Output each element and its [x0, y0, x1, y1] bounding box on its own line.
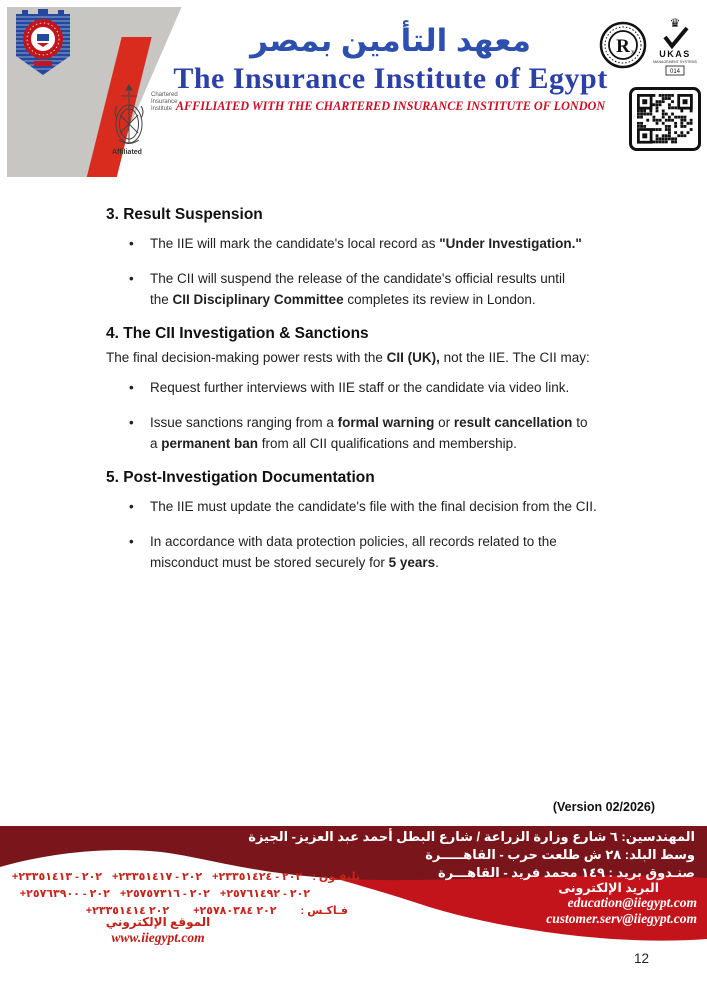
text-run: to — [572, 415, 588, 430]
text-run: The IIE will mark the candidate's local record as — [150, 236, 440, 251]
text-run: CII (UK), — [386, 350, 440, 365]
fax-number: +٢٠٢ ٢٥٧٨٠٣٨٤ — [193, 905, 277, 917]
bullet-item — [106, 377, 666, 398]
text-run: "Under Investigation." — [439, 236, 582, 251]
website-url: www.iiegypt.com — [111, 930, 205, 945]
ukas-mark-icon — [653, 15, 697, 79]
text-run: The final decision-making power rests with the — [106, 350, 387, 365]
bullet-item — [106, 496, 666, 517]
address-line: المهندسين: ٦ شارع وزارة الزراعة / شارع البطل أحمد عبد العزيز- الجيزة — [248, 829, 695, 844]
version-note: (Version 02/2026) — [552, 800, 655, 814]
address-line: وسط البلد: ٢٨ ش طلعت حرب - القاهـــــرة — [425, 847, 695, 862]
website-block — [58, 915, 258, 946]
text-run: misconduct must be stored securely for — [150, 555, 389, 570]
phone-number: +٢٠٢ - ٢٥٧٦٣٩٠٠ — [19, 888, 110, 900]
section-heading: 4. The CII Investigation & Sanctions — [106, 325, 369, 342]
phone-number: +٢٠٢ - ٢٣٣٥١٤١٣ — [11, 871, 103, 883]
email-addresses — [546, 895, 697, 927]
fax-number: +٢٠٢ ٢٣٣٥١٤١٤ — [85, 905, 170, 917]
phone-number: +٢٠٢ - ٢٥٧٥٧٣١٦ — [119, 888, 210, 900]
bullet-item — [106, 531, 666, 573]
website-label: الموقع الإلكتروني — [105, 915, 211, 929]
bullet-list — [106, 377, 666, 454]
text-run: The IIE must update the candidate's file with the final decision from the CII. — [150, 499, 597, 514]
phone-number: +٢٠٢ - ٢٣٣٥١٤٢٤ — [212, 871, 303, 883]
text-run: Request further interviews with IIE staff or the candidate via video link. — [150, 380, 570, 395]
svg-text:x: x — [631, 48, 635, 56]
text-run: CII Disciplinary Committee — [172, 292, 344, 307]
text-run: result cancellation — [453, 415, 573, 430]
fax-label: فـاكـس : — [300, 905, 348, 917]
phone-fax-block — [8, 870, 360, 921]
section-intro — [106, 347, 666, 368]
svg-text:UKAS: UKAS — [659, 49, 691, 59]
phone-number: +٢٠٢ - ٢٣٣٥١٤١٧ — [112, 871, 203, 883]
text-run: or — [434, 415, 454, 430]
qr-code — [629, 87, 701, 151]
footer-banner — [0, 824, 707, 950]
arabic-title: معهد التأمين بمصر — [250, 23, 531, 58]
text-run: In accordance with data protection policies, all records related to the — [150, 534, 557, 549]
email-address: education@iiegypt.com — [567, 895, 697, 910]
text-run: a — [150, 436, 162, 451]
email-address: customer.serv@iiegypt.com — [546, 911, 697, 926]
phone-row — [8, 887, 360, 900]
section-heading: 5. Post-Investigation Documentation — [106, 469, 375, 486]
text-run: not the IIE. The CII may: — [439, 350, 590, 365]
cii-logo-label: Chartered Insurance Institute — [151, 92, 178, 112]
svg-text:R: R — [616, 36, 630, 57]
text-run: Issue sanctions ranging from a — [150, 415, 338, 430]
phone-label: تليفـون : — [312, 871, 360, 883]
svg-text:014: 014 — [669, 69, 681, 75]
svg-text:♛: ♛ — [669, 16, 681, 30]
text-run: from all CII qualifications and membership. — [258, 436, 517, 451]
cii-crest-icon — [110, 84, 148, 148]
text-run: the — [150, 292, 173, 307]
text-run: completes its review in London. — [343, 292, 536, 307]
document-body — [106, 206, 666, 587]
svg-text:MANAGEMENT SYSTEMS: MANAGEMENT SYSTEMS — [653, 60, 697, 64]
text-run: . — [435, 555, 439, 570]
quality-mark-icon — [598, 20, 648, 70]
phone-row — [8, 870, 360, 883]
bullet-list — [106, 496, 666, 573]
bullet-item — [106, 233, 666, 254]
text-run: The CII will suspend the release of the candidate's official results until — [150, 271, 566, 286]
bullet-item — [106, 268, 666, 310]
address-line: صنـدوق بريد : ١٤٩ محمد فريد - القاهـــرة — [438, 865, 695, 880]
phone-number: +٢٠٢ - ٢٥٧٦١٤٩٢ — [219, 888, 310, 900]
email-label: البريد الإلكترونى — [558, 881, 659, 895]
section-heading: 3. Result Suspension — [106, 206, 263, 223]
title-block — [163, 20, 618, 114]
bullet-item — [106, 412, 666, 454]
text-run: permanent ban — [161, 436, 259, 451]
affiliation-line: AFFILIATED WITH THE CHARTERED INSURANCE INSTITUTE OF LONDON — [175, 99, 606, 113]
text-run: 5 years — [388, 555, 436, 570]
text-run: formal warning — [337, 415, 435, 430]
affiliated-label: Affiliated — [112, 149, 142, 156]
english-title: The Insurance Institute of Egypt — [173, 62, 608, 95]
page-number: 12 — [633, 951, 649, 966]
bullet-list — [106, 233, 666, 310]
institute-crest-logo — [10, 9, 76, 79]
